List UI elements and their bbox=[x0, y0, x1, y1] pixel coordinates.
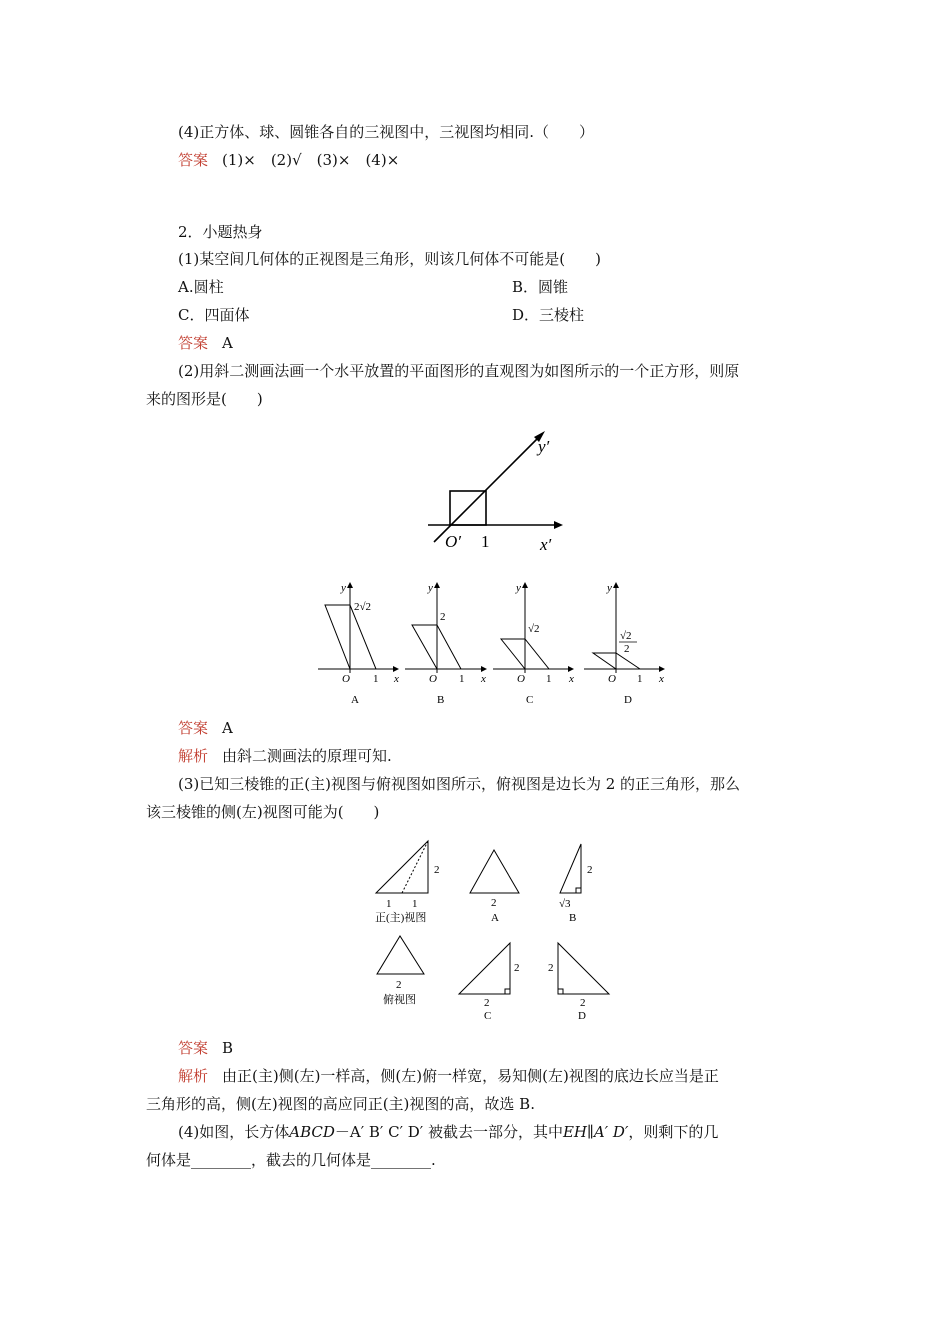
a-caption: A bbox=[491, 912, 499, 924]
y-label: y bbox=[607, 582, 612, 594]
value-denominator: 2 bbox=[624, 643, 630, 655]
b-base: √3 bbox=[559, 898, 571, 910]
c-caption: C bbox=[484, 1010, 492, 1022]
value-label: 2√2 bbox=[354, 601, 372, 613]
answer-text: B bbox=[222, 1039, 234, 1057]
a-base: 2 bbox=[491, 897, 497, 909]
b-height: 2 bbox=[587, 864, 593, 876]
answer-line-3 bbox=[178, 717, 233, 739]
options-figure bbox=[313, 568, 669, 712]
view-b bbox=[559, 844, 593, 924]
c-base: 2 bbox=[484, 997, 490, 1009]
panel-d bbox=[584, 582, 665, 706]
analysis-line-3: 三角形的高，侧(左)视图的高应同正(主)视图的高，故选 B. bbox=[146, 1095, 535, 1113]
y-label: y bbox=[428, 582, 433, 594]
o-label: O bbox=[608, 673, 616, 685]
q4-text-e: ，则剩下的几 bbox=[628, 1123, 719, 1141]
value-label: 2 bbox=[440, 611, 446, 623]
analysis-text: 由斜二测画法的原理可知. bbox=[222, 747, 392, 765]
front-view bbox=[375, 841, 440, 924]
section-title: 2．小题热身 bbox=[178, 223, 263, 241]
question-2-line-2: 来的图形是( ) bbox=[146, 390, 263, 408]
caption-b: B bbox=[437, 694, 445, 706]
panel-a bbox=[318, 582, 399, 706]
value-label: √2 bbox=[528, 623, 540, 635]
question-2-line-1: (2)用斜二测画法画一个水平放置的平面图形的直观图为如图所示的一个正方形，则原 bbox=[178, 362, 740, 380]
x-label: x bbox=[569, 673, 574, 685]
one-label: 1 bbox=[373, 673, 379, 685]
tick-label: 1 bbox=[481, 532, 490, 551]
one-label: 1 bbox=[637, 673, 643, 685]
analysis-text: 由正(主)侧(左)一样高，侧(左)俯一样宽，易知侧(左)视图的底边长应当是正 bbox=[222, 1067, 719, 1085]
d-caption: D bbox=[578, 1010, 586, 1022]
caption-d: D bbox=[624, 694, 632, 706]
text-line-1: (4)正方体、球、圆锥各自的三视图中，三视图均相同.（ ） bbox=[178, 123, 595, 141]
top-caption: 俯视图 bbox=[383, 994, 416, 1006]
b-caption: B bbox=[569, 912, 577, 924]
q4-text-b: ABCD bbox=[289, 1123, 335, 1141]
answer-label: 答案 bbox=[178, 334, 209, 352]
x-label: x bbox=[394, 673, 399, 685]
analysis-line-2 bbox=[178, 1065, 719, 1087]
option-b: B．圆锥 bbox=[512, 278, 569, 296]
origin-label: O′ bbox=[445, 532, 461, 551]
caption-a: A bbox=[351, 694, 359, 706]
front-base-2: 1 bbox=[412, 898, 418, 910]
option-d: D．三棱柱 bbox=[512, 306, 585, 324]
q4-text-a: (4)如图，长方体 bbox=[178, 1123, 290, 1141]
analysis-line-1 bbox=[178, 745, 392, 767]
question-1: (1)某空间几何体的正视图是三角形，则该几何体不可能是( ) bbox=[178, 250, 601, 268]
front-caption: 正(主)视图 bbox=[375, 912, 427, 924]
x-prime-label: x′ bbox=[540, 535, 552, 554]
answer-label: 答案 bbox=[178, 719, 209, 737]
q4-text-d: EH∥A′ D′ bbox=[562, 1123, 629, 1141]
three-views-figure bbox=[362, 832, 624, 1030]
analysis-label: 解析 bbox=[178, 747, 209, 765]
y-prime-label: y′ bbox=[538, 437, 550, 456]
answer-text: A bbox=[222, 719, 233, 737]
question-4-line-1 bbox=[178, 1121, 718, 1143]
one-label: 1 bbox=[546, 673, 552, 685]
front-height: 2 bbox=[434, 864, 440, 876]
panel-c bbox=[493, 582, 574, 706]
answer-text: A bbox=[222, 334, 233, 352]
d-height: 2 bbox=[548, 962, 554, 974]
answer-label: 答案 bbox=[178, 1039, 209, 1057]
option-a: A.圆柱 bbox=[178, 278, 224, 296]
option-c: C．四面体 bbox=[178, 306, 250, 324]
q4-text-c: －A′ B′ C′ D′ 被截去一部分，其中 bbox=[334, 1123, 563, 1141]
value-numerator: √2 bbox=[620, 630, 632, 642]
d-base: 2 bbox=[580, 997, 586, 1009]
c-height: 2 bbox=[514, 962, 520, 974]
view-c bbox=[459, 943, 520, 1022]
x-arrow-icon bbox=[554, 521, 563, 529]
front-base-1: 1 bbox=[386, 898, 392, 910]
answer-text: (1)× (2)√ (3)× (4)× bbox=[222, 151, 400, 169]
answer-line-4 bbox=[178, 1037, 233, 1059]
one-label: 1 bbox=[459, 673, 465, 685]
view-d bbox=[548, 943, 609, 1022]
o-label: O bbox=[342, 673, 350, 685]
x-label: x bbox=[481, 673, 486, 685]
caption-c: C bbox=[526, 694, 534, 706]
question-3-line-1: (3)已知三棱锥的正(主)视图与俯视图如图所示，俯视图是边长为 2 的正三角形，那么 bbox=[178, 775, 741, 793]
answer-line-1 bbox=[178, 149, 399, 171]
o-label: O bbox=[517, 673, 525, 685]
y-label: y bbox=[341, 582, 346, 594]
answer-label: 答案 bbox=[178, 151, 209, 169]
y-label: y bbox=[516, 582, 521, 594]
panel-b bbox=[405, 582, 487, 706]
question-4-line-2: 何体是________，截去的几何体是________. bbox=[146, 1151, 436, 1169]
oblique-axes-figure bbox=[412, 418, 572, 560]
analysis-label: 解析 bbox=[178, 1067, 209, 1085]
answer-line-2 bbox=[178, 332, 233, 354]
y-axis bbox=[434, 437, 539, 542]
top-base: 2 bbox=[396, 979, 402, 991]
question-3-line-2: 该三棱锥的侧(左)视图可能为( ) bbox=[146, 803, 380, 821]
top-view bbox=[377, 936, 424, 1006]
view-a bbox=[470, 850, 519, 924]
x-label: x bbox=[659, 673, 664, 685]
o-label: O bbox=[429, 673, 437, 685]
